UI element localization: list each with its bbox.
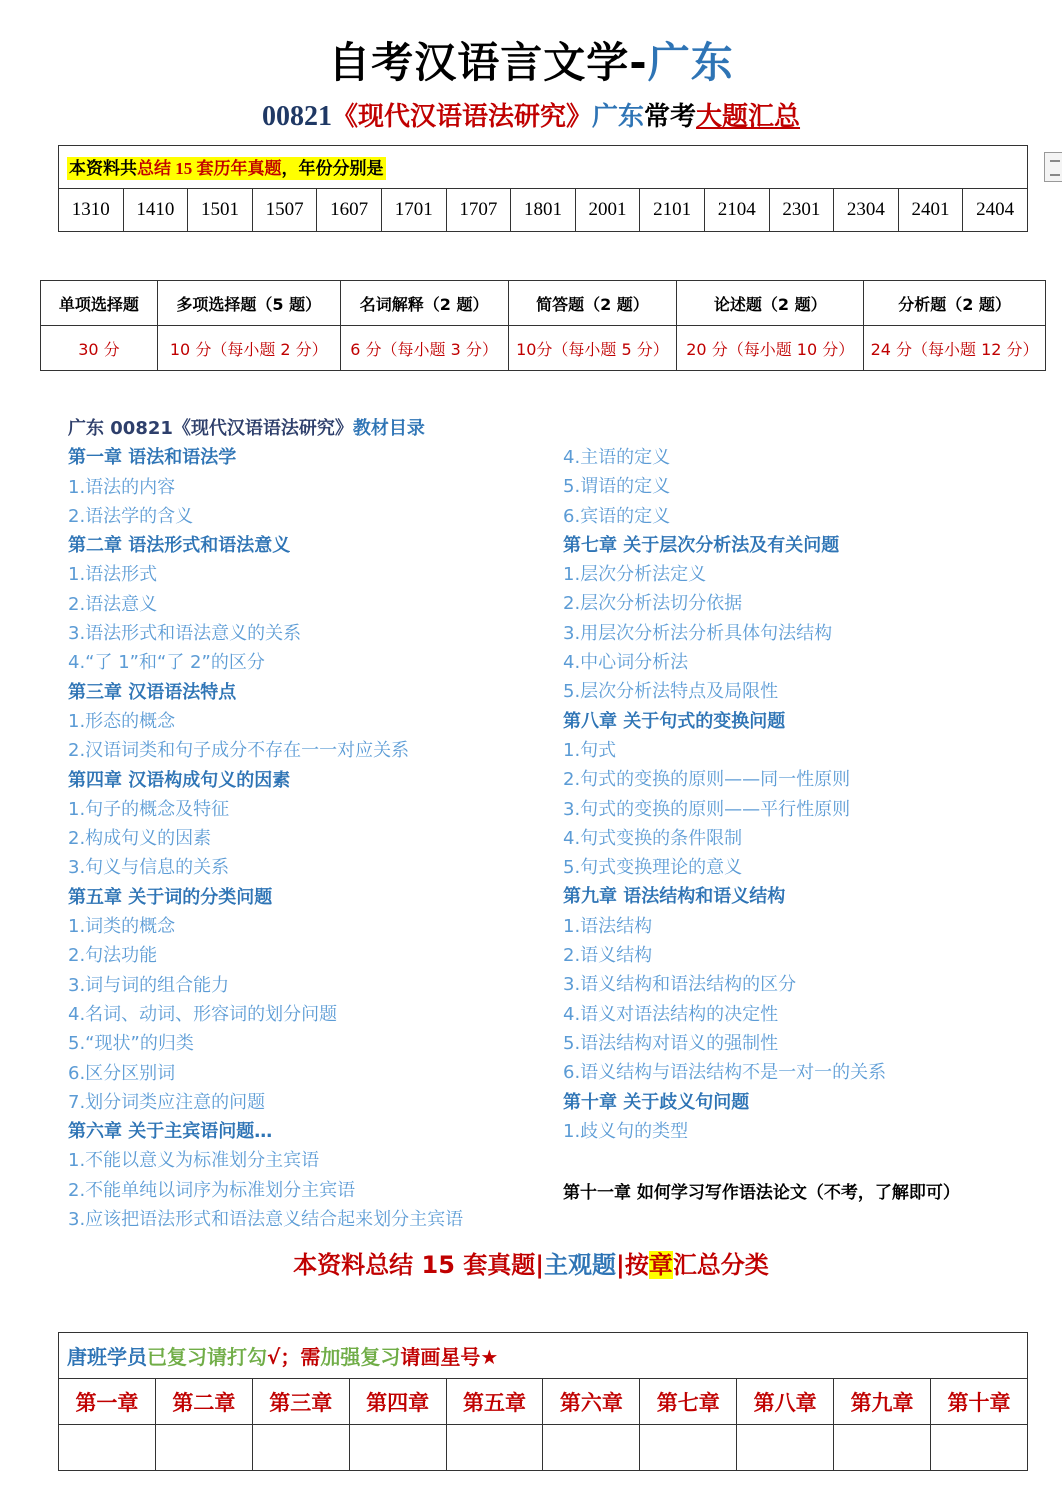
year-cell: 1801: [511, 189, 576, 232]
tracker-chapter-cell: 第五章: [446, 1379, 543, 1425]
year-cell: 2104: [704, 189, 769, 232]
toc-item: 2.构成句义的因素: [68, 828, 212, 850]
toc-header-b: 教材目录: [352, 418, 425, 439]
year-cell: 1701: [381, 189, 446, 232]
toc-item: 1.句子的概念及特征: [68, 798, 230, 820]
score-value-cell: 6 分（每小题 3 分）: [340, 326, 508, 371]
years-head-a: 本资料共: [69, 159, 137, 178]
tracker-chapter-cell: 第七章: [640, 1379, 737, 1425]
page-title-main: 自考汉语言文学-: [328, 38, 648, 87]
toc-chapter-title: 第五章 关于词的分类问题: [68, 886, 273, 908]
toc-item: 5.谓语的定义: [563, 476, 671, 498]
toc-item: 1.句式: [563, 739, 617, 761]
toc-item: 2.句法功能: [68, 945, 158, 967]
toc-item: 2.汉语词类和句子成分不存在一一对应关系: [68, 740, 410, 762]
toc-item: 2.语法学的含义: [68, 505, 194, 527]
subtitle-region: 广东: [591, 102, 644, 132]
toc-item: 1.不能以意义为标准划分主宾语: [68, 1150, 320, 1172]
toc-item: 6.区分区别词: [68, 1062, 176, 1084]
year-cell: 1707: [446, 189, 511, 232]
toc-item: 1.语法结构: [563, 915, 653, 937]
toc-chapter-title: 第九章 语法结构和语义结构: [563, 886, 786, 908]
tracker-head-c: √；需: [267, 1345, 321, 1369]
toc-chapter-title: 第一章 语法和语法学: [68, 447, 237, 469]
toc-chapter-title: 第八章 关于句式的变换问题: [563, 710, 786, 732]
score-table: [40, 280, 1046, 371]
toc-item: 3.句义与信息的关系: [68, 857, 230, 879]
year-cell: 1507: [252, 189, 317, 232]
toc-item: 5.“现状”的归类: [68, 1033, 194, 1055]
score-header-cell: 简答题（2 题）: [508, 281, 677, 326]
toc-item: 6.语义结构与语法结构不是一对一的关系: [563, 1062, 887, 1084]
toc-list-left: [68, 443, 463, 1234]
tracker-check-cell[interactable]: [931, 1425, 1028, 1471]
tracker-head-a: 唐班学员: [67, 1345, 147, 1369]
years-head-c: ，年份分别是: [281, 159, 384, 178]
toc-item: 3.用层次分析法分析具体句法结构: [563, 622, 833, 644]
toc-item: 3.词与词的组合能力: [68, 974, 230, 996]
tracker-head-d: 加强复习: [320, 1345, 401, 1369]
course-name: 《现代汉语语法研究》: [331, 102, 592, 132]
toc-item: 3.应该把语法形式和语法意义结合起来划分主宾语: [68, 1209, 464, 1231]
year-cell: 1607: [317, 189, 382, 232]
toc-item: 3.语义结构和语法结构的区分: [563, 974, 797, 996]
score-header-cell: 单项选择题: [41, 281, 158, 326]
year-cell: 1410: [123, 189, 188, 232]
toc-item: 1.语法的内容: [68, 476, 176, 498]
years-table: [58, 145, 1028, 232]
tracker-check-row: [59, 1425, 1028, 1471]
toc-item: 2.语法意义: [68, 593, 158, 615]
tracker-chapter-cell: 第一章: [59, 1379, 156, 1425]
toc-item: 1.语法形式: [68, 564, 158, 586]
tracker-check-cell[interactable]: [59, 1425, 156, 1471]
score-header-cell: 多项选择题（5 题）: [157, 281, 340, 326]
toc-item: 2.不能单纯以词序为标准划分主宾语: [68, 1179, 356, 1201]
toc-item: 5.句式变换理论的意义: [563, 857, 743, 879]
year-cell: 2304: [834, 189, 899, 232]
score-header-cell: 论述题（2 题）: [677, 281, 864, 326]
toc-item: 4.语义对语法结构的决定性: [563, 1003, 779, 1025]
tracker-check-cell[interactable]: [737, 1425, 834, 1471]
toc-item: 4.主语的定义: [563, 447, 671, 468]
sidebar-toggle-icon[interactable]: [1044, 152, 1062, 182]
toc-item: 2.层次分析法切分依据: [563, 593, 743, 615]
toc-item: 1.歧义句的类型: [563, 1120, 689, 1142]
year-cell: 2001: [575, 189, 640, 232]
toc-item: 4.“了 1”和“了 2”的区分: [68, 652, 265, 674]
years-table-head: [59, 146, 1028, 189]
toc-item: 1.词类的概念: [68, 916, 176, 938]
year-cell: 2404: [963, 189, 1028, 232]
summary-p2: 真题: [487, 1251, 536, 1279]
tracker-head-e: 请画星号★: [400, 1345, 499, 1369]
years-head-b: 总结 15 套历年真题: [137, 159, 282, 178]
toc-chapter-title: 第六章 关于主宾语问题…: [68, 1121, 273, 1143]
toc-list-right: [563, 443, 886, 1146]
tracker-check-cell[interactable]: [834, 1425, 931, 1471]
tracker-check-cell[interactable]: [446, 1425, 543, 1471]
tracker-chapter-row: [59, 1379, 1028, 1425]
review-tracker-table: [58, 1332, 1028, 1471]
toc-header: [68, 414, 463, 443]
score-value-cell: 10分（每小题 5 分）: [508, 326, 677, 371]
toc-item: 5.语法结构对语义的强制性: [563, 1032, 779, 1054]
toc-item: 6.宾语的定义: [563, 505, 671, 527]
score-value-cell: 24 分（每小题 12 分）: [864, 326, 1046, 371]
score-header-row: [41, 281, 1046, 326]
toc-chapter-title: 第十章 关于歧义句问题: [563, 1091, 750, 1113]
tracker-check-cell[interactable]: [252, 1425, 349, 1471]
subtitle-word1: 常考: [644, 102, 697, 132]
tracker-chapter-cell: 第八章: [737, 1379, 834, 1425]
toc-item: 1.形态的概念: [68, 710, 176, 732]
toc-item: 5.层次分析法特点及局限性: [563, 681, 779, 703]
tracker-chapter-cell: 第九章: [834, 1379, 931, 1425]
page-subtitle: [0, 96, 1062, 133]
toc-item: 3.句式的变换的原则——平行性原则: [563, 798, 851, 820]
years-highlight: [67, 157, 386, 180]
page-title: [0, 30, 1062, 90]
subtitle-word2: 大题汇总: [696, 102, 801, 132]
toc-column-left: [68, 414, 463, 1234]
toc-chapter-title: 第三章 汉语语法特点: [68, 681, 237, 703]
tracker-head: [59, 1333, 1028, 1379]
summary-sep1: |: [535, 1251, 545, 1279]
score-value-row: [41, 326, 1046, 371]
toc-item: 1.层次分析法定义: [563, 564, 707, 586]
year-cell: 2101: [640, 189, 705, 232]
summary-p1: 本资料总结 15 套: [293, 1251, 488, 1279]
year-cell: 1501: [188, 189, 253, 232]
years-row: [59, 189, 1028, 232]
toc-chapter-title: 第四章 汉语构成句义的因素: [68, 769, 291, 791]
tracker-head-b: 已复习请打勾: [147, 1345, 267, 1369]
toc-item: 4.中心词分析法: [563, 652, 689, 674]
course-code: 00821: [261, 101, 332, 132]
toc-chapter-11: 第十一章 如何学习写作语法论文（不考，了解即可）: [563, 1183, 960, 1203]
score-value-cell: 10 分（每小题 2 分）: [157, 326, 340, 371]
tracker-chapter-cell: 第四章: [349, 1379, 446, 1425]
year-cell: 1310: [59, 189, 124, 232]
toc-item: 4.句式变换的条件限制: [563, 827, 743, 849]
tracker-chapter-cell: 第六章: [543, 1379, 640, 1425]
score-header-cell: 分析题（2 题）: [864, 281, 1046, 326]
year-cell: 2401: [898, 189, 963, 232]
tracker-chapter-cell: 第十章: [931, 1379, 1028, 1425]
summary-line: [0, 1245, 1062, 1280]
page-title-region: 广东: [647, 38, 734, 87]
toc-chapter-title: 第二章 语法形式和语法意义: [68, 535, 291, 557]
summary-p6: 汇总分类: [672, 1251, 769, 1279]
toc-item: 4.名词、动词、形容词的划分问题: [68, 1003, 338, 1025]
tracker-chapter-cell: 第二章: [155, 1379, 252, 1425]
score-header-cell: 名词解释（2 题）: [340, 281, 508, 326]
year-cell: 2301: [769, 189, 834, 232]
summary-p4: 按: [624, 1251, 649, 1279]
toc-chapter-title: 第七章 关于层次分析法及有关问题: [563, 534, 840, 556]
toc-item: 2.句式的变换的原则——同一性原则: [563, 769, 851, 791]
tracker-check-cell[interactable]: [349, 1425, 446, 1471]
toc-item: 2.语义结构: [563, 945, 653, 967]
summary-p5: 章: [648, 1251, 673, 1279]
toc-header-a: 广东 00821《现代汉语语法研究》: [68, 418, 353, 439]
toc-item: 7.划分词类应注意的问题: [68, 1091, 266, 1113]
summary-p3: 主观题: [544, 1251, 617, 1279]
tracker-check-cell[interactable]: [640, 1425, 737, 1471]
tracker-chapter-cell: 第三章: [252, 1379, 349, 1425]
tracker-check-cell[interactable]: [543, 1425, 640, 1471]
tracker-check-cell[interactable]: [155, 1425, 252, 1471]
score-value-cell: 20 分（每小题 10 分）: [677, 326, 864, 371]
score-value-cell: 30 分: [41, 326, 158, 371]
summary-sep2: |: [616, 1251, 625, 1279]
toc-item: 3.语法形式和语法意义的关系: [68, 623, 302, 645]
